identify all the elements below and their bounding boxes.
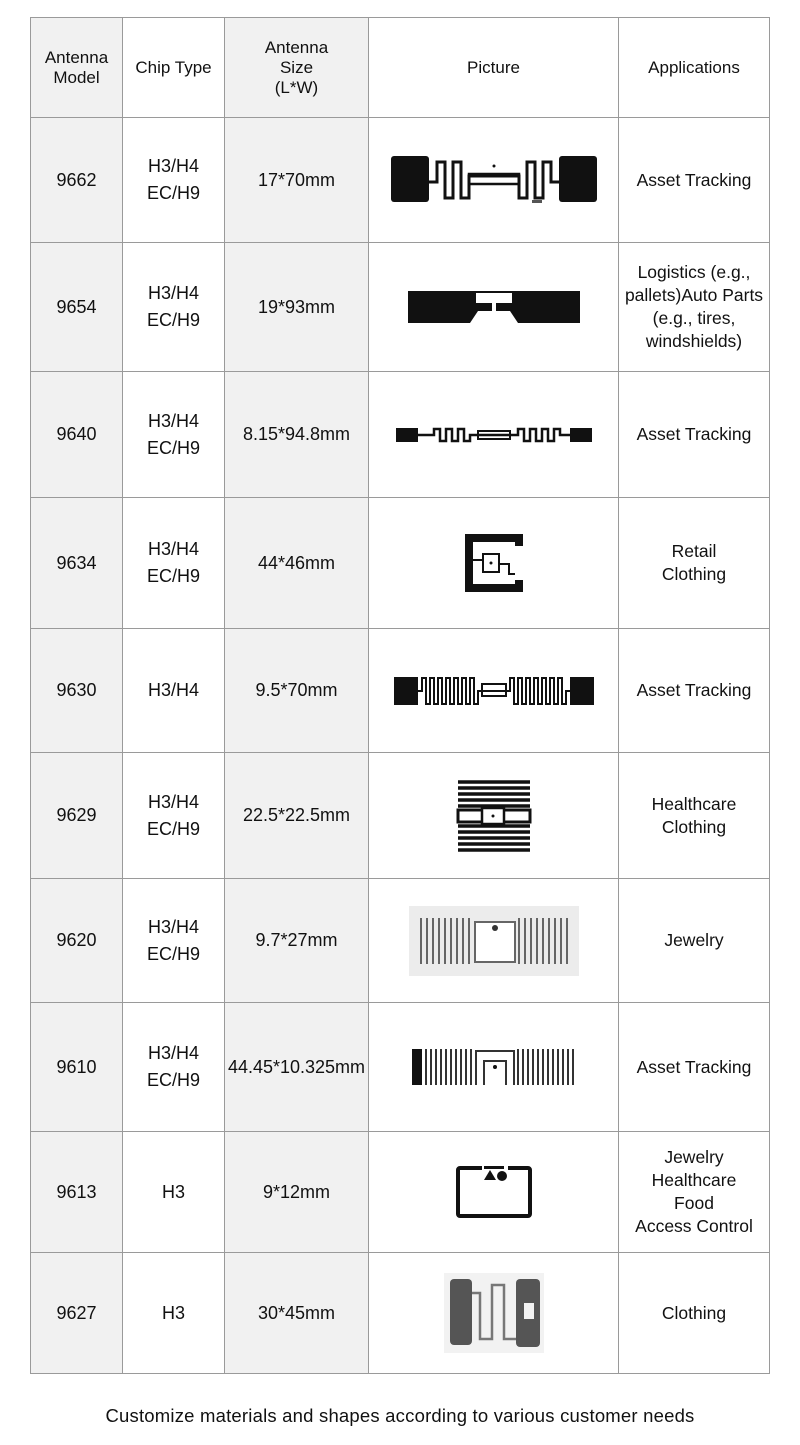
applications-cell: Jewelry (619, 879, 770, 1003)
picture-cell (369, 879, 619, 1003)
picture-cell (369, 372, 619, 498)
model-cell: 9630 (31, 629, 123, 753)
applications-cell: Asset Tracking (619, 629, 770, 753)
chip-cell: H3/H4 EC/H9 (123, 243, 225, 372)
size-cell: 30*45mm (225, 1253, 369, 1374)
model-cell: 9634 (31, 498, 123, 629)
header-chip-type: Chip Type (123, 18, 225, 118)
applications-cell: Asset Tracking (619, 372, 770, 498)
antenna-9620-image (409, 906, 579, 976)
chip-cell: H3/H4 EC/H9 (123, 879, 225, 1003)
header-applications: Applications (619, 18, 770, 118)
applications-cell: Healthcare Clothing (619, 753, 770, 879)
model-cell: 9629 (31, 753, 123, 879)
table-row (31, 243, 770, 372)
model-cell: 9610 (31, 1003, 123, 1132)
picture-cell (369, 1132, 619, 1253)
header-row (31, 18, 770, 118)
applications-cell: Asset Tracking (619, 118, 770, 243)
header-picture: Picture (369, 18, 619, 118)
size-cell: 9.5*70mm (225, 629, 369, 753)
picture-cell (369, 243, 619, 372)
applications-cell: Logistics (e.g., pallets)Auto Parts (e.g., tires, windshields) (619, 243, 770, 372)
table-row (31, 879, 770, 1003)
applications-cell: Jewelry Healthcare Food Access Control (619, 1132, 770, 1253)
table-row (31, 629, 770, 753)
table-row (31, 1253, 770, 1374)
model-cell: 9640 (31, 372, 123, 498)
size-cell: 17*70mm (225, 118, 369, 243)
picture-cell (369, 498, 619, 629)
model-cell: 9627 (31, 1253, 123, 1374)
table-row (31, 372, 770, 498)
chip-cell: H3 (123, 1132, 225, 1253)
antenna-9629-image (454, 778, 534, 854)
table-row (31, 1132, 770, 1253)
picture-cell (369, 1253, 619, 1374)
applications-cell: Clothing (619, 1253, 770, 1374)
model-cell: 9662 (31, 118, 123, 243)
antenna-9640-image (394, 423, 594, 447)
model-cell: 9620 (31, 879, 123, 1003)
size-cell: 9*12mm (225, 1132, 369, 1253)
model-cell: 9613 (31, 1132, 123, 1253)
chip-cell: H3/H4 EC/H9 (123, 498, 225, 629)
model-cell: 9654 (31, 243, 123, 372)
antenna-9613-image (454, 1164, 534, 1220)
chip-cell: H3/H4 EC/H9 (123, 1003, 225, 1132)
table-row (31, 118, 770, 243)
size-cell: 19*93mm (225, 243, 369, 372)
chip-cell: H3/H4 (123, 629, 225, 753)
antenna-9662-image (389, 152, 599, 208)
antenna-9627-image (444, 1273, 544, 1353)
antenna-9630-image (392, 674, 596, 708)
size-cell: 44*46mm (225, 498, 369, 629)
table-row (31, 1003, 770, 1132)
picture-cell (369, 1003, 619, 1132)
chip-cell: H3/H4 EC/H9 (123, 753, 225, 879)
header-antenna-model: Antenna Model (31, 18, 123, 118)
size-cell: 8.15*94.8mm (225, 372, 369, 498)
header-antenna-size: Antenna Size (L*W) (225, 18, 369, 118)
picture-cell (369, 753, 619, 879)
antenna-9634-image (461, 530, 527, 596)
chip-cell: H3/H4 EC/H9 (123, 118, 225, 243)
size-cell: 44.45*10.325mm (225, 1003, 369, 1132)
size-cell: 9.7*27mm (225, 879, 369, 1003)
applications-cell: Asset Tracking (619, 1003, 770, 1132)
antenna-9610-image (410, 1045, 578, 1089)
size-cell: 22.5*22.5mm (225, 753, 369, 879)
table-row (31, 498, 770, 629)
chip-cell: H3/H4 EC/H9 (123, 372, 225, 498)
picture-cell (369, 629, 619, 753)
antenna-9654-image (406, 287, 582, 327)
chip-cell: H3 (123, 1253, 225, 1374)
table-row (31, 753, 770, 879)
antenna-spec-table (30, 17, 770, 1374)
picture-cell (369, 118, 619, 243)
footer-note: Customize materials and shapes according to various customer needs (105, 1405, 695, 1426)
applications-cell: Retail Clothing (619, 498, 770, 629)
